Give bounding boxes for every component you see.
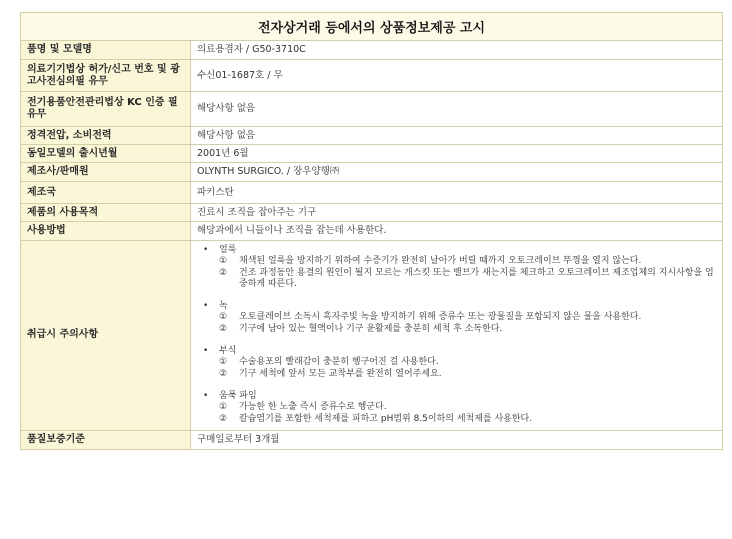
row-value: 해당사항 없음 [191,127,723,145]
precaution-section [199,301,714,312]
precaution-section [199,346,714,357]
precautions-label: 취급시 주의사항 [21,241,191,431]
item-text: 건조 과정동안 용결의 원인이 될지 모르는 개스킷 또는 밸브가 새는지를 체크하고 오토크레이브 제조업체의 지시사항을 엄중하게 따른다. [239,267,714,289]
precaution-item [199,268,714,291]
table-row [21,41,723,60]
item-number: ② [219,368,228,379]
table-row [21,145,723,163]
precaution-item [199,324,714,335]
precaution-item [199,357,714,368]
section-heading: 부식 [219,346,237,357]
product-info-table [20,12,723,450]
row-value: OLYNTH SURGICO. / 장우양행㈜ [191,163,723,182]
row-value: 수신01-1687호 / 무 [191,60,723,92]
item-number: ② [219,267,228,278]
bullet-icon: • [203,301,209,312]
table-row [21,92,723,127]
item-text: 기구에 남아 있는 혈액이나 기구 윤활제를 충분히 세척 후 소독한다. [239,323,503,334]
warranty-value: 구매일로부터 3개월 [191,430,723,449]
precautions-content [191,241,723,431]
bullet-icon: • [203,390,209,401]
row-label: 의료기기법상 허가/신고 번호 및 광고사전심의필 유무 [21,60,191,92]
section-heading: 녹 [219,301,228,312]
row-value: 진료시 조직을 잡아주는 기구 [191,204,723,222]
item-number: ② [219,413,228,424]
row-label: 제품의 사용목적 [21,204,191,222]
section-heading: 움푹 파임 [219,390,257,401]
item-text: 기구 세척에 앞서 모든 교착부를 완전히 열어주세요. [239,368,442,379]
item-number: ① [219,402,228,413]
row-label: 정격전압, 소비전력 [21,127,191,145]
bullet-icon: • [203,346,209,357]
row-label: 제조국 [21,182,191,204]
precaution-item [199,256,714,267]
row-label: 동일모델의 출시년월 [21,145,191,163]
precaution-item [199,312,714,323]
row-label: 품명 및 모델명 [21,41,191,60]
table-row [21,127,723,145]
item-text: 채색된 얼룩을 방지하기 위하여 수증기가 완전히 날아가 버릴 때까지 오토크레이브 뚜껑을 열지 않는다. [239,256,642,267]
table-title: 전자상거래 등에서의 상품정보제공 고시 [21,13,723,41]
precaution-item [199,414,714,425]
table-row [21,163,723,182]
item-text: 오토클레이브 소독시 흑자주빛 녹을 방지하기 위해 증류수 또는 광물질을 포함되지 않은 물을 사용한다. [239,312,642,323]
section-heading: 얼룩 [219,245,237,255]
item-text: 가능한 한 노출 즉시 증류수로 헹군다. [239,402,387,413]
item-number: ① [219,256,228,267]
table-row [21,430,723,449]
row-value: 해당과에서 니들이나 조직을 잡는데 사용한다. [191,222,723,241]
item-number: ① [219,357,228,368]
table-row [21,182,723,204]
row-label: 제조사/판매원 [21,163,191,182]
precaution-section [199,245,714,256]
item-text: 칼슘염기를 포함한 세척제를 피하고 pH범위 8.5이하의 세척제를 사용한다. [239,413,533,424]
precaution-item [199,402,714,413]
row-value: 의료용겸자 / G50-3710C [191,41,723,60]
precaution-item [199,369,714,380]
precautions-row [21,241,723,431]
item-number: ① [219,312,228,323]
table-row [21,204,723,222]
precaution-section [199,391,714,402]
row-label: 전기용품안전관리법상 KC 인증 필 유무 [21,92,191,127]
warranty-label: 품질보증기준 [21,430,191,449]
title-row [21,13,723,41]
row-value: 해당사항 없음 [191,92,723,127]
item-number: ② [219,323,228,334]
bullet-icon: • [203,245,209,255]
table-row [21,60,723,92]
item-text: 수술용포의 빨래감이 충분히 헹구어진 걸 사용한다. [239,357,439,368]
row-value: 파키스탄 [191,182,723,204]
table-row [21,222,723,241]
row-label: 사용방법 [21,222,191,241]
row-value: 2001년 6월 [191,145,723,163]
